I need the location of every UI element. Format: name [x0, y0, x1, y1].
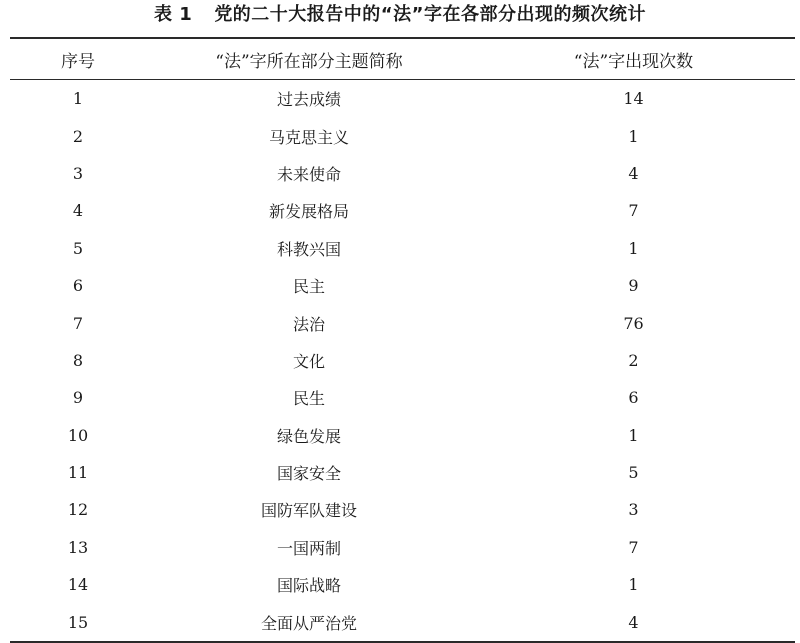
table-row: [10, 342, 795, 379]
row-occurrence-count: 14: [623, 89, 644, 109]
row-index: 10: [67, 425, 89, 445]
row-section-topic: 一国两制: [276, 538, 341, 558]
table-number: 表 1: [154, 4, 193, 25]
row-occurrence-count: 76: [623, 313, 644, 333]
table-caption: [0, 2, 800, 28]
row-occurrence-count: 6: [628, 388, 639, 408]
table-body: [10, 80, 795, 642]
row-section-topic: 民主: [292, 277, 325, 297]
row-occurrence-count: 2: [628, 350, 639, 370]
row-section-topic: 国家安全: [276, 464, 341, 484]
table-row: [10, 304, 795, 341]
table-row: [10, 155, 795, 192]
row-section-topic: 新发展格局: [268, 202, 349, 222]
row-section-topic: 绿色发展: [276, 426, 341, 446]
row-section-topic: 全面从严治党: [260, 613, 357, 633]
row-section-topic: 法治: [292, 314, 325, 334]
row-index: 1: [72, 89, 84, 109]
row-occurrence-count: 5: [628, 463, 639, 483]
frequency-table: [10, 37, 795, 643]
table-title: 党的二十大报告中的“法”字在各部分出现的频次统计: [214, 4, 646, 25]
table-row: [10, 529, 795, 566]
row-index: 14: [67, 575, 89, 595]
row-occurrence-count: 7: [628, 537, 639, 557]
table-row: [10, 603, 795, 641]
table-row: [10, 454, 795, 491]
table-row: [10, 379, 795, 416]
row-occurrence-count: 1: [628, 425, 639, 445]
row-index: 12: [67, 500, 89, 520]
row-index: 11: [67, 463, 89, 483]
row-section-topic: 民生: [292, 389, 325, 409]
row-occurrence-count: 4: [628, 612, 639, 632]
row-index: 5: [72, 238, 84, 258]
row-occurrence-count: 9: [628, 276, 639, 296]
table-header-row: [10, 38, 795, 80]
row-section-topic: 马克思主义: [268, 127, 349, 147]
row-index: 4: [72, 201, 84, 221]
row-index: 7: [72, 313, 84, 333]
table-row: [10, 417, 795, 454]
table-row: [10, 117, 795, 154]
row-occurrence-count: 3: [628, 500, 639, 520]
header-occurrence-count: “法”字出现次数: [573, 51, 694, 72]
row-occurrence-count: 1: [628, 238, 639, 258]
row-index: 8: [72, 350, 84, 370]
table-row: [10, 80, 795, 118]
row-occurrence-count: 1: [628, 126, 639, 146]
row-occurrence-count: 4: [628, 163, 639, 183]
table-row: [10, 192, 795, 229]
table-row: [10, 566, 795, 603]
row-section-topic: 科教兴国: [276, 239, 341, 259]
row-index: 2: [72, 126, 84, 146]
row-section-topic: 过去成绩: [276, 90, 341, 110]
table-row: [10, 230, 795, 267]
row-section-topic: 国防军队建设: [260, 501, 357, 521]
row-section-topic: 未来使命: [276, 164, 341, 184]
table-row: [10, 491, 795, 528]
row-index: 9: [72, 388, 84, 408]
header-index: 序号: [61, 51, 95, 72]
row-occurrence-count: 1: [628, 575, 639, 595]
header-section-topic: “法”字所在部分主题简称: [215, 51, 403, 72]
row-index: 15: [67, 612, 89, 632]
row-index: 6: [72, 276, 84, 296]
row-section-topic: 文化: [292, 351, 325, 371]
table-row: [10, 267, 795, 304]
row-occurrence-count: 7: [628, 201, 639, 221]
row-index: 3: [72, 163, 84, 183]
row-index: 13: [67, 537, 89, 557]
row-section-topic: 国际战略: [276, 576, 341, 596]
